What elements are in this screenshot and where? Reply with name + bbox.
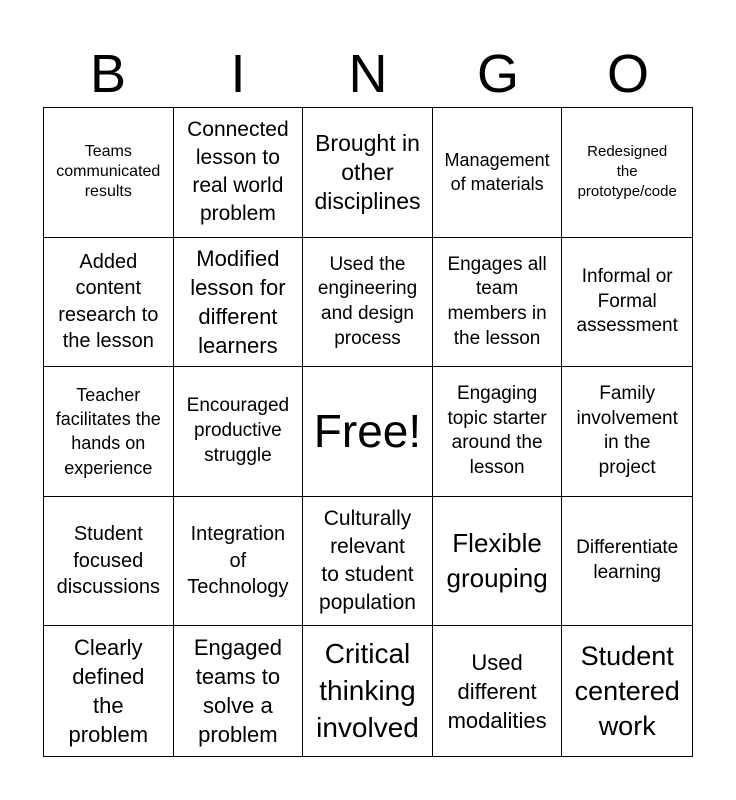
bingo-cell[interactable] — [562, 497, 692, 627]
bingo-cell[interactable] — [44, 497, 174, 627]
bingo-cell[interactable] — [44, 108, 174, 238]
cell-text: Engaging topic starter around the lesson — [447, 383, 547, 479]
header-letter-i: I — [230, 44, 246, 104]
bingo-cell[interactable] — [303, 626, 433, 756]
cell-text: Added content research to the lesson — [58, 250, 159, 353]
cell-text: Brought in other disciplines — [314, 129, 421, 214]
cell-text: Differentiate learning — [576, 537, 679, 584]
bingo-cell[interactable] — [562, 238, 692, 368]
cell-text: Culturally relevant to student population — [319, 506, 416, 615]
cell-text: Teacher facilitates the hands on experience — [55, 384, 161, 478]
header-letter-b: B — [89, 44, 127, 104]
cell-text: Flexible grouping — [446, 528, 548, 594]
bingo-cell[interactable] — [303, 238, 433, 368]
bingo-cell[interactable] — [562, 626, 692, 756]
bingo-cell[interactable] — [174, 497, 304, 627]
cell-text: Free! — [313, 405, 422, 458]
cell-text: Modified lesson for different learners — [190, 245, 286, 358]
cell-text: Clearly defined the problem — [68, 635, 149, 748]
cell-text: Family involvement in the project — [576, 383, 678, 479]
cell-text: Management of materials — [444, 150, 550, 195]
header-letter-g: G — [476, 44, 519, 104]
bingo-cell[interactable] — [44, 238, 174, 368]
cell-text: Encouraged productive struggle — [186, 395, 290, 466]
cell-text: Teams communicated results — [56, 142, 161, 201]
cell-text: Engages all team members in the lesson — [447, 253, 547, 349]
bingo-cell[interactable] — [433, 367, 563, 497]
bingo-cell[interactable] — [562, 367, 692, 497]
bingo-cell[interactable] — [303, 367, 433, 497]
bingo-cell[interactable] — [174, 108, 304, 238]
cell-text: Connected lesson to real world problem — [187, 118, 289, 226]
bingo-cell[interactable] — [174, 626, 304, 756]
bingo-cell[interactable] — [44, 626, 174, 756]
cell-text: Student centered work — [574, 640, 680, 741]
bingo-cell[interactable] — [433, 497, 563, 627]
bingo-cell[interactable] — [562, 108, 692, 238]
bingo-header — [43, 42, 693, 106]
bingo-cell[interactable] — [303, 497, 433, 627]
bingo-board — [43, 107, 693, 757]
bingo-cell[interactable] — [44, 367, 174, 497]
bingo-cell[interactable] — [433, 108, 563, 238]
bingo-cell[interactable] — [174, 367, 304, 497]
cell-text: Integration of Technology — [187, 523, 289, 599]
bingo-cell[interactable] — [433, 626, 563, 756]
bingo-cell[interactable] — [303, 108, 433, 238]
cell-text: Engaged teams to solve a problem — [193, 635, 282, 748]
cell-text: Critical thinking involved — [316, 637, 419, 743]
bingo-cell[interactable] — [433, 238, 563, 368]
bingo-cell[interactable] — [174, 238, 304, 368]
cell-text: Used the engineering and design process — [317, 253, 418, 349]
header-letter-n: N — [348, 44, 388, 104]
cell-text: Used different modalities — [447, 649, 547, 733]
cell-text: Informal or Formal assessment — [576, 265, 678, 337]
cell-text: Redesigned the prototype/code — [577, 143, 677, 201]
header-letter-o: O — [606, 44, 649, 104]
cell-text: Student focused discussions — [56, 523, 160, 599]
